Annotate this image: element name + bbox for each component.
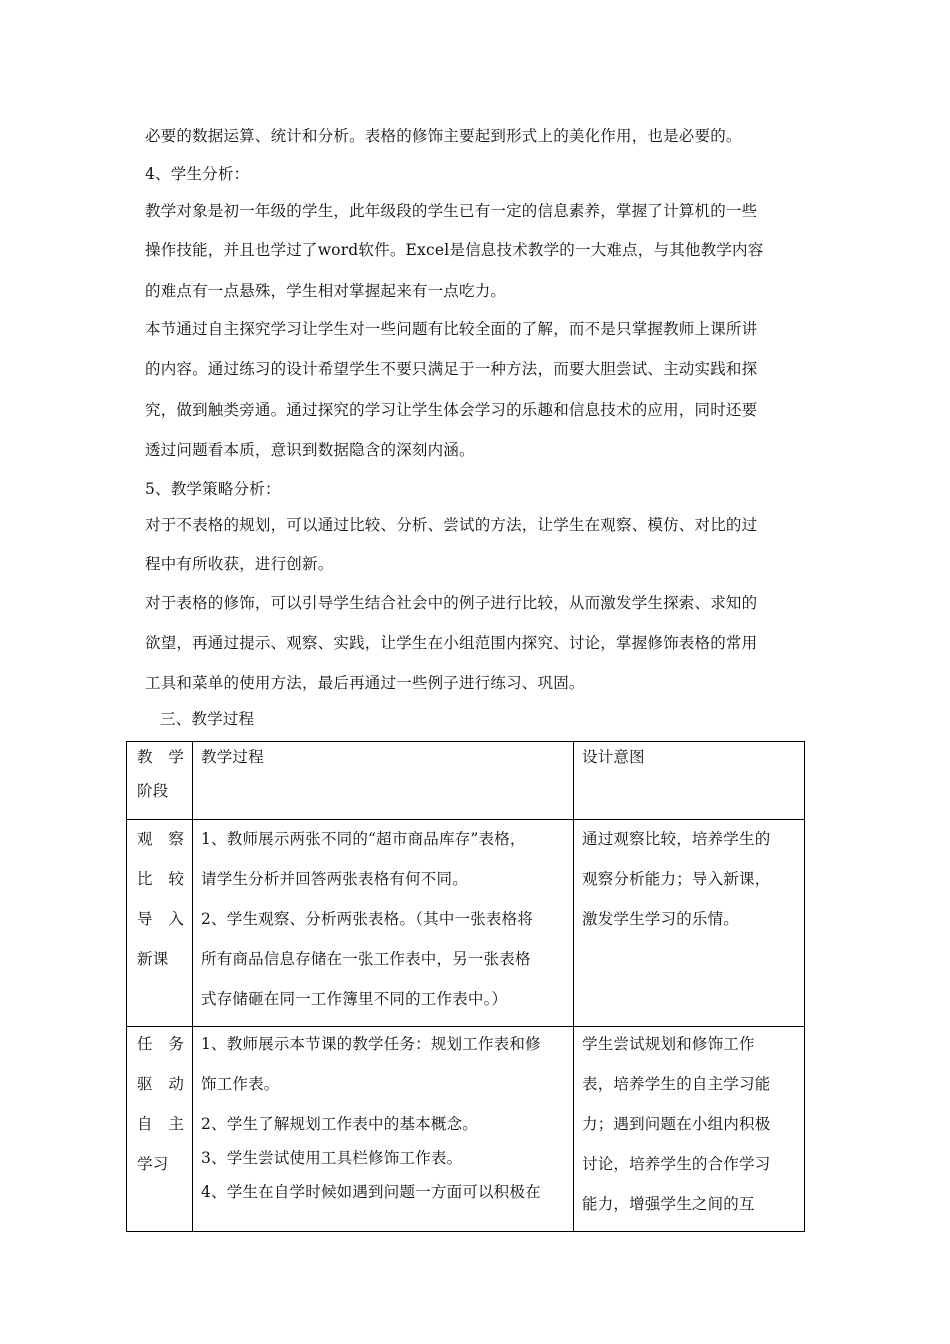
process-line: 3、学生尝试使用工具栏修饰工作表。 bbox=[201, 1149, 463, 1167]
header-stage-cell bbox=[127, 742, 193, 820]
stage-line: 新课 bbox=[137, 950, 169, 968]
table-row bbox=[127, 1027, 805, 1232]
stage-line: 观 察 bbox=[137, 830, 185, 848]
header-process-cell bbox=[193, 742, 574, 820]
paragraph-line: 本节通过自主探究学习让学生对一些问题有比较全面的了解，而不是只掌握教师上课所讲 bbox=[145, 320, 758, 338]
paragraph-line: 教学对象是初一年级的学生，此年级段的学生已有一定的信息素养，掌握了计算机的一些 bbox=[145, 202, 758, 220]
process-line: 所有商品信息存储在一张工作表中，另一张表格 bbox=[201, 950, 531, 968]
table-header-row bbox=[127, 742, 805, 820]
paragraph-line: 究，做到触类旁通。通过探究的学习让学生体会学习的乐趣和信息技术的应用，同时还要 bbox=[145, 401, 758, 419]
section-heading-teaching-process: 三、教学过程 bbox=[160, 710, 255, 728]
header-design-cell bbox=[574, 742, 805, 820]
paragraph-line: 对于不表格的规划，可以通过比较、分析、尝试的方法，让学生在观察、模仿、对比的过 bbox=[145, 516, 758, 534]
design-intent-cell bbox=[574, 1027, 805, 1232]
process-line: 2、学生了解规划工作表中的基本概念。 bbox=[201, 1115, 478, 1133]
stage-line: 导 入 bbox=[137, 910, 185, 928]
process-line: 式存储砸在同一工作簿里不同的工作表中。） bbox=[201, 990, 508, 1008]
paragraph-line: 的内容。通过练习的设计希望学生不要只满足于一种方法，而要大胆尝试、主动实践和探 bbox=[145, 360, 758, 378]
header-stage-line: 阶段 bbox=[137, 782, 169, 800]
paragraph-line: 的难点有一点悬殊，学生相对掌握起来有一点吃力。 bbox=[145, 282, 507, 300]
process-cell bbox=[193, 820, 574, 1027]
stage-line: 自 主 bbox=[137, 1115, 185, 1133]
paragraph-line: 工具和菜单的使用方法，最后再通过一些例子进行练习、巩固。 bbox=[145, 674, 585, 692]
paragraph-line: 透过问题看本质，意识到数据隐含的深刻内涵。 bbox=[145, 441, 475, 459]
design-line: 通过观察比较，培养学生的 bbox=[582, 830, 771, 848]
paragraph-line: 程中有所收获，进行创新。 bbox=[145, 555, 334, 573]
paragraph-line: 对于表格的修饰，可以引导学生结合社会中的例子进行比较，从而激发学生探索、求知的 bbox=[145, 594, 758, 612]
design-line: 观察分析能力；导入新课， bbox=[582, 870, 771, 888]
design-line: 表，培养学生的自主学习能 bbox=[582, 1075, 771, 1093]
header-stage-line: 教 学 bbox=[137, 748, 185, 766]
design-line: 学生尝试规划和修饰工作 bbox=[582, 1035, 755, 1053]
stage-cell bbox=[127, 1027, 193, 1232]
paragraph-line: 必要的数据运算、统计和分析。表格的修饰主要起到形式上的美化作用，也是必要的。 bbox=[145, 127, 742, 145]
paragraph-line: 欲望，再通过提示、观察、实践，让学生在小组范围内探究、讨论，掌握修饰表格的常用 bbox=[145, 634, 758, 652]
process-line: 1、教师展示两张不同的“超市商品库存”表格， bbox=[201, 830, 526, 848]
process-cell bbox=[193, 1027, 574, 1232]
teaching-process-table bbox=[126, 741, 805, 1232]
design-line: 讨论，培养学生的合作学习 bbox=[582, 1155, 771, 1173]
table-row bbox=[127, 820, 805, 1027]
paragraph-line: 操作技能，并且也学过了word软件。Excel是信息技术教学的一大难点，与其他教学内容 bbox=[145, 241, 764, 259]
design-line: 能力，增强学生之间的互 bbox=[582, 1195, 755, 1213]
process-line: 2、学生观察、分析两张表格。（其中一张表格将 bbox=[201, 910, 534, 928]
section-heading-teaching-strategy: 5、教学策略分析： bbox=[145, 480, 281, 498]
process-line: 饰工作表。 bbox=[201, 1075, 280, 1093]
stage-line: 学习 bbox=[137, 1155, 169, 1173]
stage-line: 任 务 bbox=[137, 1035, 185, 1053]
process-line: 请学生分析并回答两张表格有何不同。 bbox=[201, 870, 468, 888]
stage-line: 比 较 bbox=[137, 870, 185, 888]
header-process-label: 教学过程 bbox=[201, 748, 264, 766]
stage-cell bbox=[127, 820, 193, 1027]
design-line: 力；遇到问题在小组内积极 bbox=[582, 1115, 771, 1133]
process-line: 1、教师展示本节课的教学任务：规划工作表和修 bbox=[201, 1035, 541, 1053]
process-line: 4、学生在自学时候如遇到问题一方面可以积极在 bbox=[201, 1183, 541, 1201]
stage-line: 驱 动 bbox=[137, 1075, 185, 1093]
header-design-label: 设计意图 bbox=[582, 748, 645, 766]
section-heading-student-analysis: 4、学生分析： bbox=[145, 165, 250, 183]
design-intent-cell bbox=[574, 820, 805, 1027]
design-line: 激发学生学习的乐情。 bbox=[582, 910, 740, 928]
